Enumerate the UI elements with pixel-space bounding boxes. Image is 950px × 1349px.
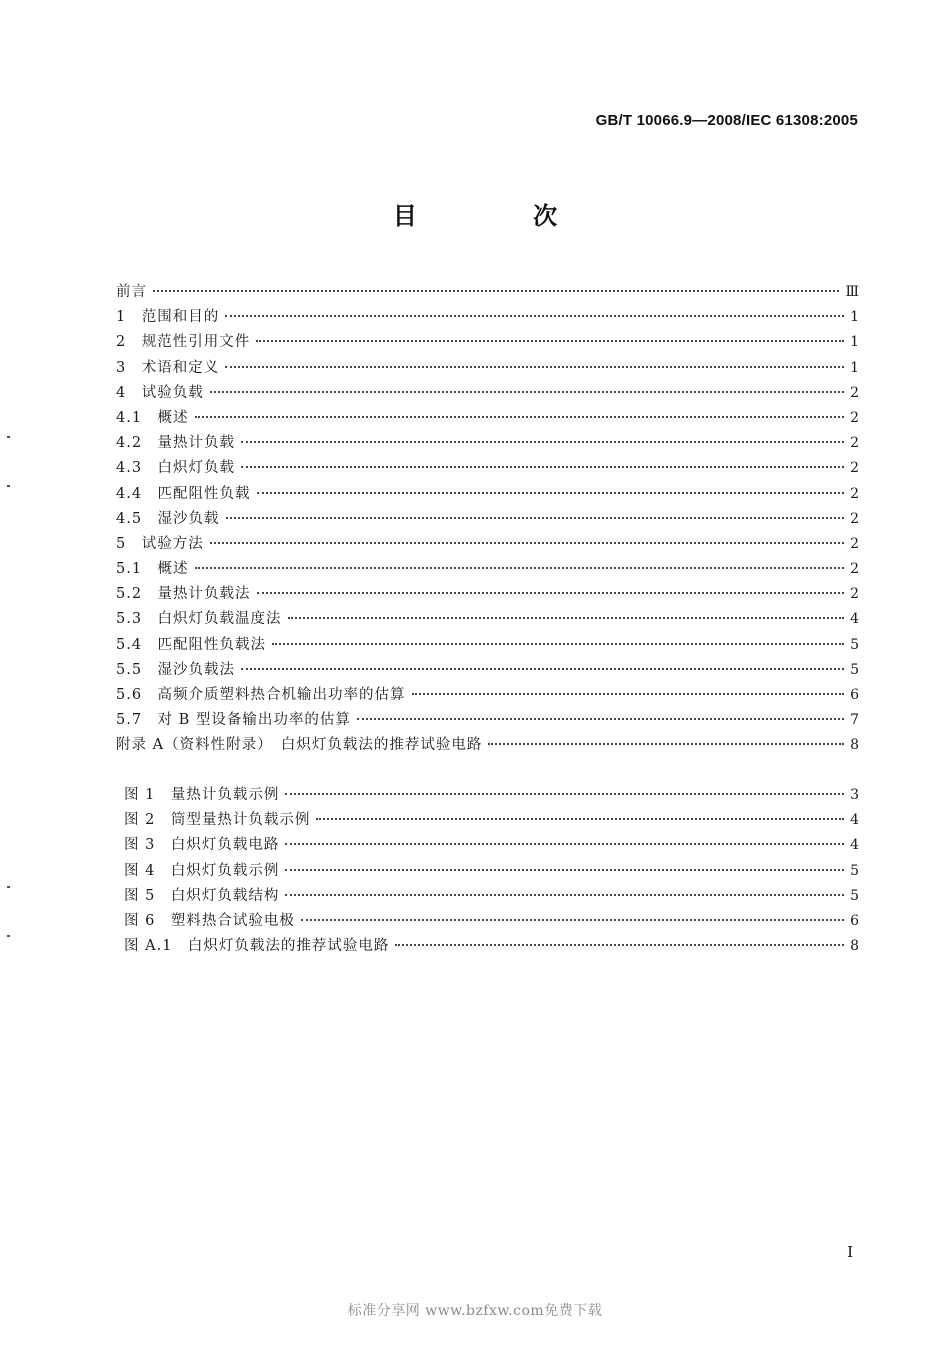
figure-entry-label: 图 3 白炽灯负载电路	[124, 837, 280, 854]
figure-entry-label: 图 6 塑料热合试验电极	[124, 912, 295, 929]
toc-entry-label: 4.4 匹配阻性负载	[116, 485, 251, 502]
toc-entry[interactable]	[116, 456, 860, 481]
figure-entry-page: 4	[850, 812, 860, 829]
toc-entry-label: 5.6 高频介质塑料热合机输出功率的估算	[116, 687, 406, 703]
toc-entry[interactable]	[116, 633, 860, 658]
toc-entry[interactable]	[116, 708, 860, 733]
dot-leader	[357, 718, 844, 720]
toc-entry-page: 2	[850, 485, 860, 502]
dot-leader	[301, 919, 844, 921]
figure-entry-label: 图 5 白炽灯负载结构	[124, 887, 280, 904]
page-title: 目 次	[392, 202, 612, 230]
dot-leader	[316, 818, 844, 820]
toc-entry-page: 2	[850, 460, 860, 477]
toc-entry[interactable]	[116, 280, 860, 305]
figure-entry-label: 图 2 筒型量热计负载示例	[124, 812, 311, 829]
dot-leader	[195, 416, 844, 418]
toc-entry-page: 8	[850, 737, 860, 754]
dot-leader	[225, 315, 844, 317]
toc-entry-page: 5	[850, 636, 860, 653]
toc-entry-label: 5.3 白炽灯负载温度法	[116, 611, 282, 628]
dot-leader	[488, 743, 844, 745]
toc-entry-page: 4	[850, 611, 860, 628]
dot-leader	[256, 340, 844, 342]
toc-entry-page: 5	[850, 661, 860, 678]
dot-leader	[257, 492, 844, 494]
toc-entry[interactable]	[116, 683, 860, 708]
toc-entry-label: 前言	[116, 284, 147, 300]
toc-entry[interactable]	[116, 406, 860, 431]
toc-entry-label: 附录 A（资料性附录） 白炽灯负载法的推荐试验电路	[116, 737, 483, 754]
toc-entry-label: 1 范围和目的	[116, 309, 220, 326]
toc-entry-page: 2	[850, 535, 860, 552]
dot-leader	[412, 693, 844, 695]
figure-entry[interactable]	[124, 909, 860, 934]
dot-leader	[241, 466, 844, 468]
toc-entry-label: 4.5 湿沙负载	[116, 510, 220, 527]
figure-entry[interactable]	[124, 808, 860, 833]
toc-entry-page: 7	[850, 712, 860, 729]
dot-leader	[241, 441, 844, 443]
toc-entry-page: 1	[850, 309, 860, 326]
footer-watermark: 标准分享网 www.bzfxw.com免费下载	[347, 1303, 603, 1319]
figure-entry[interactable]	[124, 833, 860, 858]
toc-entry-label: 5 试验方法	[116, 535, 204, 552]
figure-entry-page: 6	[850, 912, 860, 929]
toc-entry-label: 5.5 湿沙负载法	[116, 661, 236, 678]
dot-leader	[288, 617, 844, 619]
toc-entry-page: 6	[850, 687, 860, 703]
dot-leader	[285, 793, 844, 795]
dot-leader	[285, 869, 844, 871]
figure-entry[interactable]	[124, 859, 860, 884]
toc-entry-label: 5.1 概述	[116, 561, 189, 578]
scan-mark	[7, 485, 10, 487]
figure-entry[interactable]	[124, 934, 860, 959]
figure-entry-label: 图 4 白炽灯负载示例	[124, 862, 280, 879]
dot-leader	[153, 290, 839, 292]
toc-entry[interactable]	[116, 431, 860, 456]
toc-entry-label: 2 规范性引用文件	[116, 334, 251, 351]
toc-entry-page: 2	[850, 561, 860, 578]
dot-leader	[210, 391, 844, 393]
figure-entry[interactable]	[124, 884, 860, 909]
toc-entry-page: 2	[850, 510, 860, 527]
toc-entry-page: 2	[850, 435, 860, 452]
figure-entry-page: 3	[850, 787, 860, 803]
figure-entry-page: 8	[850, 938, 860, 955]
page-number: I	[847, 1243, 853, 1261]
toc-entry-label: 5.2 量热计负载法	[116, 586, 251, 603]
scan-mark	[7, 436, 10, 438]
toc-entry-page: 2	[850, 384, 860, 401]
figure-entry-page: 5	[850, 862, 860, 879]
toc-entry[interactable]	[116, 733, 860, 758]
toc-entry[interactable]	[116, 482, 860, 507]
toc-entry-label: 4 试验负载	[116, 384, 204, 401]
dot-leader	[241, 668, 844, 670]
toc-entry-label: 4.3 白炽灯负载	[116, 460, 236, 477]
toc-entry[interactable]	[116, 507, 860, 532]
dot-leader	[226, 517, 844, 519]
toc-entry[interactable]	[116, 356, 860, 381]
toc-entry[interactable]	[116, 330, 860, 355]
dot-leader	[285, 894, 844, 896]
scan-mark	[7, 935, 10, 937]
dot-leader	[272, 643, 844, 645]
toc-entry-label: 3 术语和定义	[116, 359, 220, 376]
toc-entry[interactable]	[116, 557, 860, 582]
figure-list	[124, 783, 860, 959]
toc-entry[interactable]	[116, 381, 860, 406]
figure-entry-label: 图 1 量热计负载示例	[124, 787, 280, 803]
toc-entry-page: 1	[850, 359, 860, 376]
toc-entry-label: 4.1 概述	[116, 409, 189, 426]
toc-entry[interactable]	[116, 582, 860, 607]
toc-entry-label: 4.2 量热计负载	[116, 435, 236, 452]
toc-entry-page: 2	[850, 586, 860, 603]
dot-leader	[257, 592, 844, 594]
dot-leader	[195, 567, 844, 569]
toc-entry[interactable]	[116, 532, 860, 557]
figure-entry[interactable]	[124, 783, 860, 808]
figure-entry-page: 4	[850, 837, 860, 854]
toc-entry-label: 5.7 对 B 型设备输出功率的估算	[116, 712, 351, 729]
toc-entry-page: 1	[850, 334, 860, 351]
table-of-contents	[116, 280, 860, 759]
toc-entry-page: 2	[850, 409, 860, 426]
toc-entry[interactable]	[116, 658, 860, 683]
dot-leader	[210, 542, 844, 544]
toc-entry[interactable]	[116, 607, 860, 632]
toc-entry-label: 5.4 匹配阻性负载法	[116, 636, 267, 653]
figure-entry-page: 5	[850, 887, 860, 904]
toc-entry[interactable]	[116, 305, 860, 330]
standard-code: GB/T 10066.9—2008/IEC 61308:2005	[595, 112, 858, 129]
dot-leader	[285, 843, 844, 845]
figure-entry-label: 图 A.1 白炽灯负载法的推荐试验电路	[124, 938, 390, 955]
dot-leader	[225, 366, 844, 368]
dot-leader	[395, 944, 844, 946]
toc-entry-page: Ⅲ	[845, 284, 860, 300]
scan-mark	[7, 886, 10, 888]
